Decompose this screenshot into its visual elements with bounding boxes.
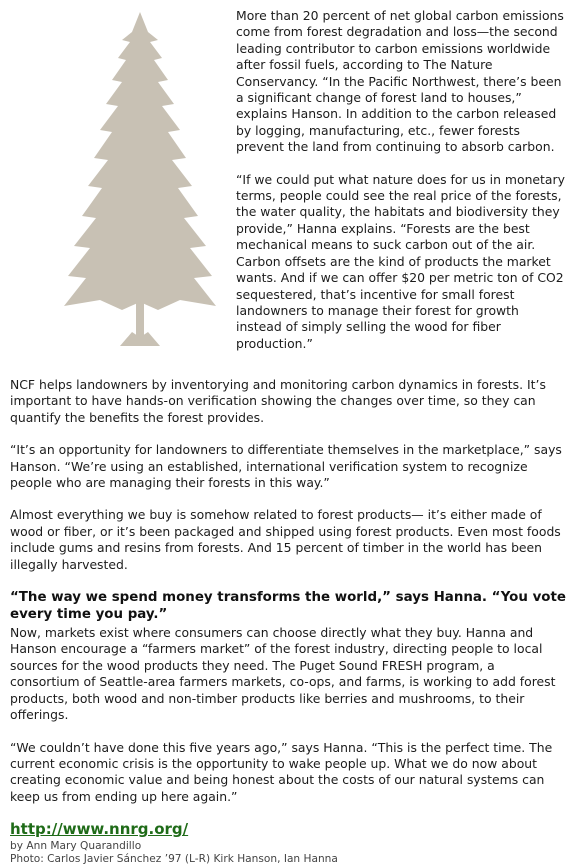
- evergreen-tree-icon: [60, 10, 220, 355]
- paragraph-closing-quote: “We couldn’t have done this five years ago,” says Hanna. “This is the perfect time. The current economic crisis is the opportunity to wake people up. What we do now about creating economic value and being honest about the costs of our natural systems can keep us from ending up here again.”: [10, 739, 553, 804]
- paragraph-hanson-quote: “It’s an opportunity for landowners to differentiate themselves in the marketplace,” says Hanson. “We’re using an established, international verification system to recognize people who are managing their forests in this way.”: [10, 442, 562, 491]
- paragraph-markets: Now, markets exist where consumers can choose directly what they buy. Hanna and Hanson encourage a “farmers market” of the forest industry, directing people to local sources for the wood products they need. The Puget Sound FRESH program, a consortium of Seattle-area farmers markets, co-ops, and farms, is working to add forest products, both wood and non-timber products like berries and mushrooms, to their offerings.: [10, 625, 556, 723]
- right-column: [236, 8, 566, 368]
- paragraph-ncf: NCF helps landowners by inventorying and monitoring carbon dynamics in forests. It’s important to have hands-on verification showing the changes over time, so they can quantify the benefits the forest provides.: [10, 377, 546, 425]
- paragraph-carbon-emissions: More than 20 percent of net global carbon emissions come from forest degradation and loss—the second leading contributor to carbon emissions worldwide after fossil fuels, according to The Nature Conservancy. “In the Pacific Northwest, there’s been a significant change of forest land to houses,” explains Hanson. In addition to the carbon released by logging, manufacturing, etc., fewer forests prevent the land from continuing to absorb carbon.: [236, 8, 564, 155]
- paragraph-forest-products: Almost everything we buy is somehow related to forest products— it’s either made of wood or fiber, or it’s been packaged and shipped using forest products. Even most foods include gums and resins from forests. And 15 percent of timber in the world has been illegally harvested.: [10, 507, 561, 572]
- paragraph-hanna-quote: “If we could put what nature does for us in monetary terms, people could see the real price of the forests, the water quality, the habitats and biodiversity they provide,” Hanna explains. “Forests are the best mechanical means to suck carbon out of the air. Carbon offsets are the kind of products the market wants. And if we can offer $20 per metric ton of CO2 sequestered, that’s incentive for small forest landowners to manage their forest for growth instead of simply selling the wood for fiber production.”: [236, 171, 565, 351]
- photo-credit: Photo: Carlos Javier Sánchez ’97 (L-R) Kirk Hanson, Ian Hanna: [10, 852, 338, 865]
- byline: by Ann Mary Quarandillo: [10, 839, 142, 852]
- website-link[interactable]: http://www.nnrg.org/: [10, 820, 189, 839]
- pull-quote: “The way we spend money transforms the world,” says Hanna. “You vote every time you pay.”: [10, 590, 566, 623]
- main-column: [10, 377, 566, 866]
